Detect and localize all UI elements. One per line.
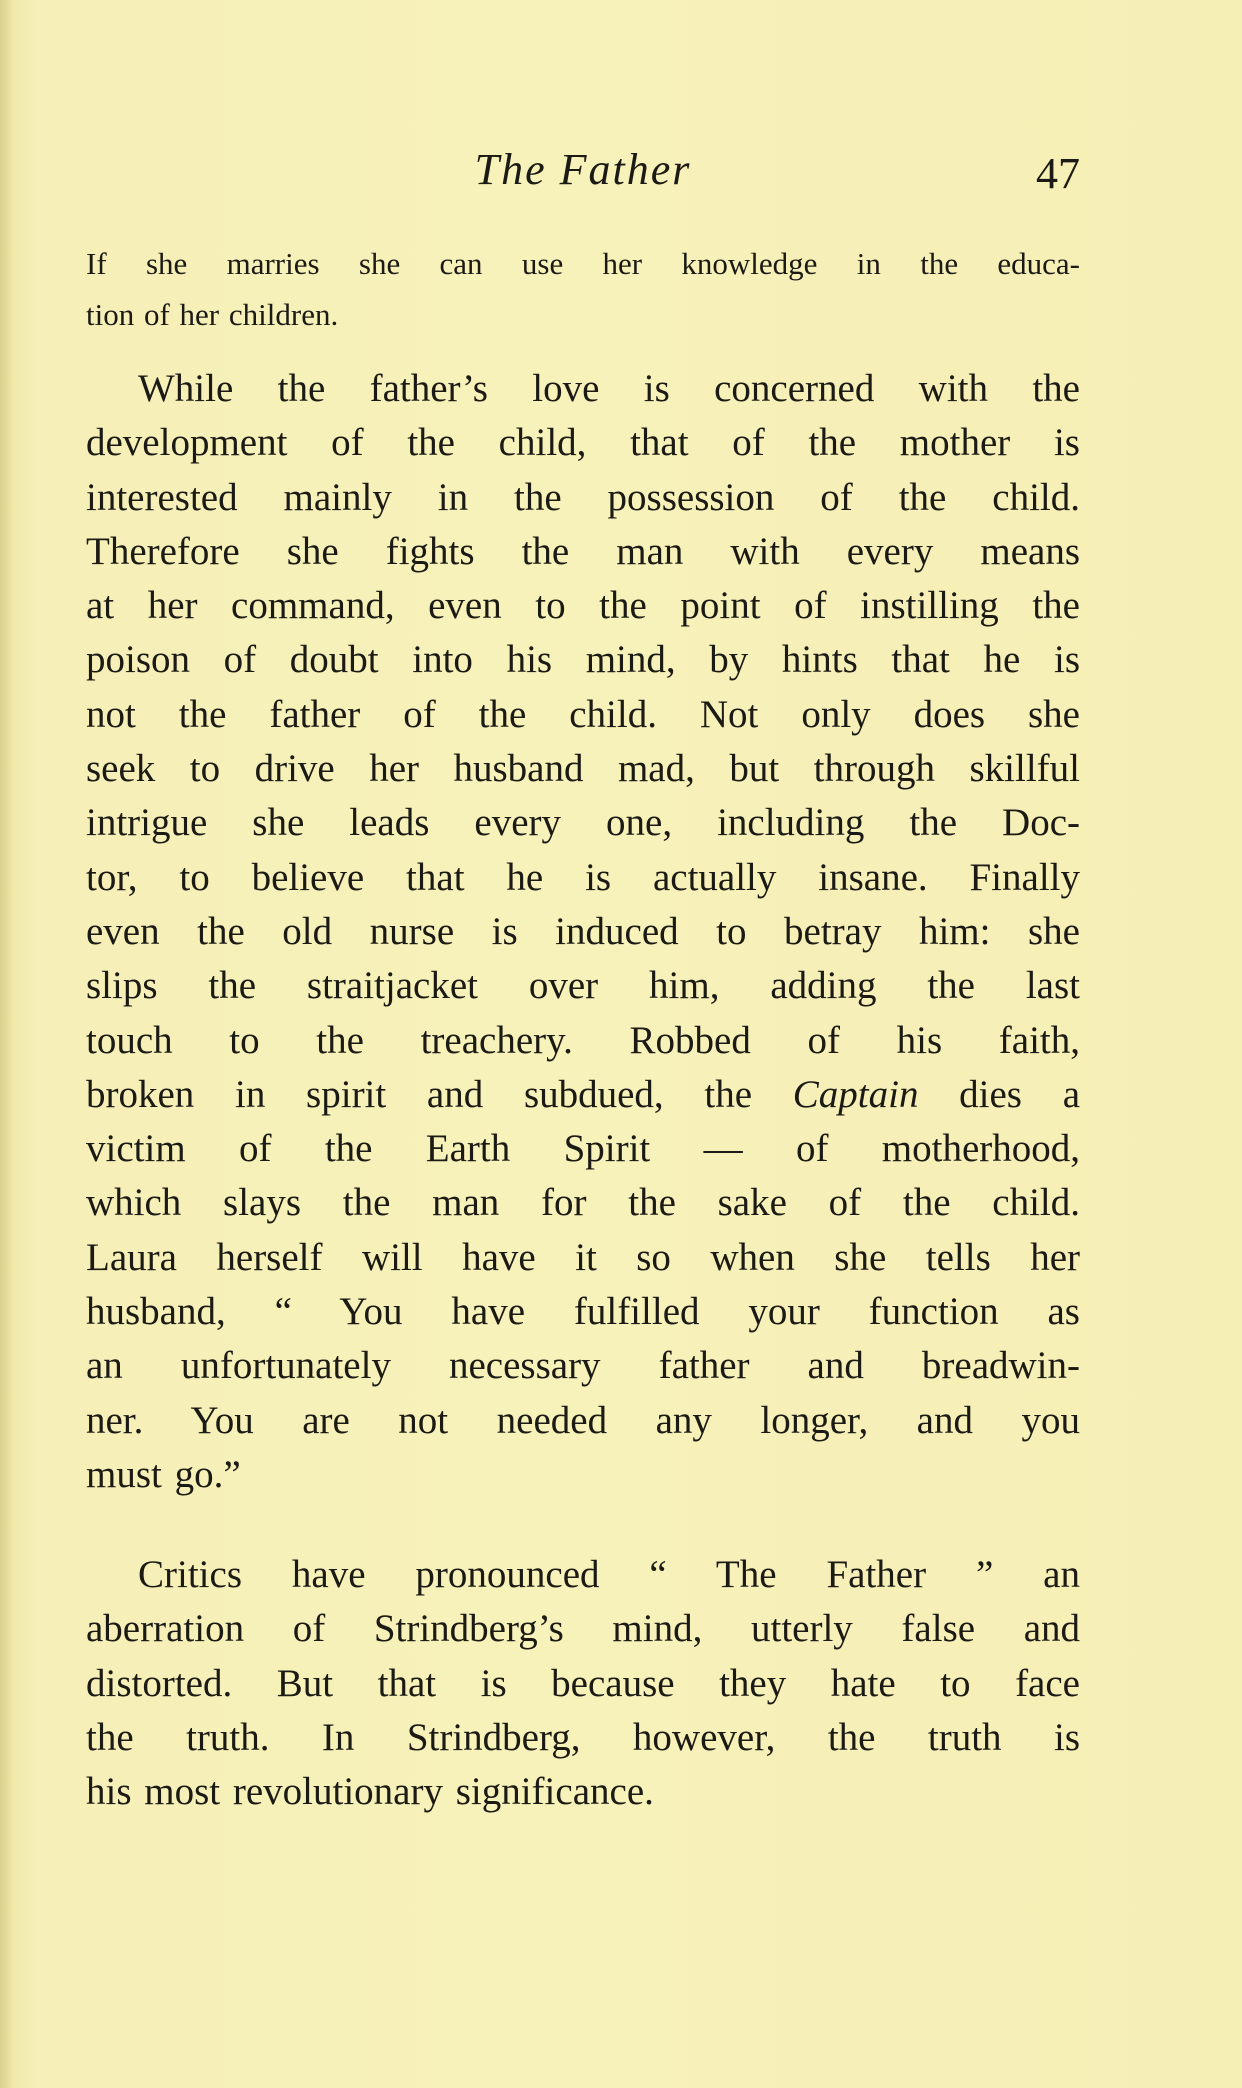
running-head	[86, 140, 1080, 200]
text-line: touch to the treachery. Robbed of his faith,	[86, 1018, 1080, 1062]
text-line: poison of doubt into his mind, by hints that he is	[86, 638, 1080, 682]
text-line: While the father’s love is concerned with the	[138, 367, 1080, 410]
text-line: the truth. In Strindberg, however, the truth is	[86, 1715, 1080, 1759]
text-line: slips the straitjacket over him, adding the last	[86, 964, 1080, 1008]
text-line: distorted. But that is because they hate to face	[86, 1661, 1080, 1705]
italic-word-captain: Captain	[792, 1072, 919, 1116]
page-gutter-shadow	[0, 0, 14, 2088]
text-line: Critics have pronounced “ The Father ” an	[138, 1553, 1080, 1596]
paragraph-1	[86, 362, 1080, 1502]
text-segment: dies a	[918, 1072, 1081, 1116]
text-line: at her command, even to the point of instilling the	[86, 584, 1080, 628]
text-line: tor, to believe that he is actually insane. Finally	[86, 855, 1080, 899]
text-line: tion of her children.	[86, 297, 339, 332]
text-line: an unfortunately necessary father and breadwin-	[86, 1344, 1080, 1388]
text-line-with-italic	[86, 1068, 1080, 1122]
text-line: seek to drive her husband mad, but through skillful	[86, 747, 1080, 791]
text-line: intrigue she leads every one, including the Doc-	[86, 801, 1080, 845]
page-number: 47	[1036, 149, 1080, 198]
text-line: Therefore she fights the man with every means	[86, 529, 1080, 573]
text-line: which slays the man for the sake of the child.	[86, 1181, 1080, 1225]
text-segment: broken in spirit and subdued, the	[86, 1072, 793, 1116]
text-line: aberration of Strindberg’s mind, utterly false and	[86, 1607, 1080, 1651]
text-line: his most revolutionary significance.	[86, 1770, 654, 1814]
text-line: development of the child, that of the mother is	[86, 421, 1080, 465]
opening-lines	[86, 238, 1080, 340]
text-line: victim of the Earth Spirit — of motherhood,	[86, 1127, 1080, 1171]
text-line: ner. You are not needed any longer, and you	[86, 1398, 1080, 1442]
text-line: not the father of the child. Not only does she	[86, 692, 1080, 736]
text-line: If she marries she can use her knowledge in the educa-	[86, 246, 1080, 281]
text-line: even the old nurse is induced to betray him: she	[86, 909, 1080, 953]
text-line: interested mainly in the possession of the child.	[86, 475, 1080, 519]
text-line: Laura herself will have it so when she tells her	[86, 1235, 1080, 1279]
paragraph-2	[86, 1548, 1080, 1819]
text-line: must go.”	[86, 1452, 241, 1496]
running-title: The Father	[474, 145, 692, 194]
book-page	[86, 0, 1080, 2088]
text-line: husband, “ You have fulfilled your function as	[86, 1290, 1080, 1334]
